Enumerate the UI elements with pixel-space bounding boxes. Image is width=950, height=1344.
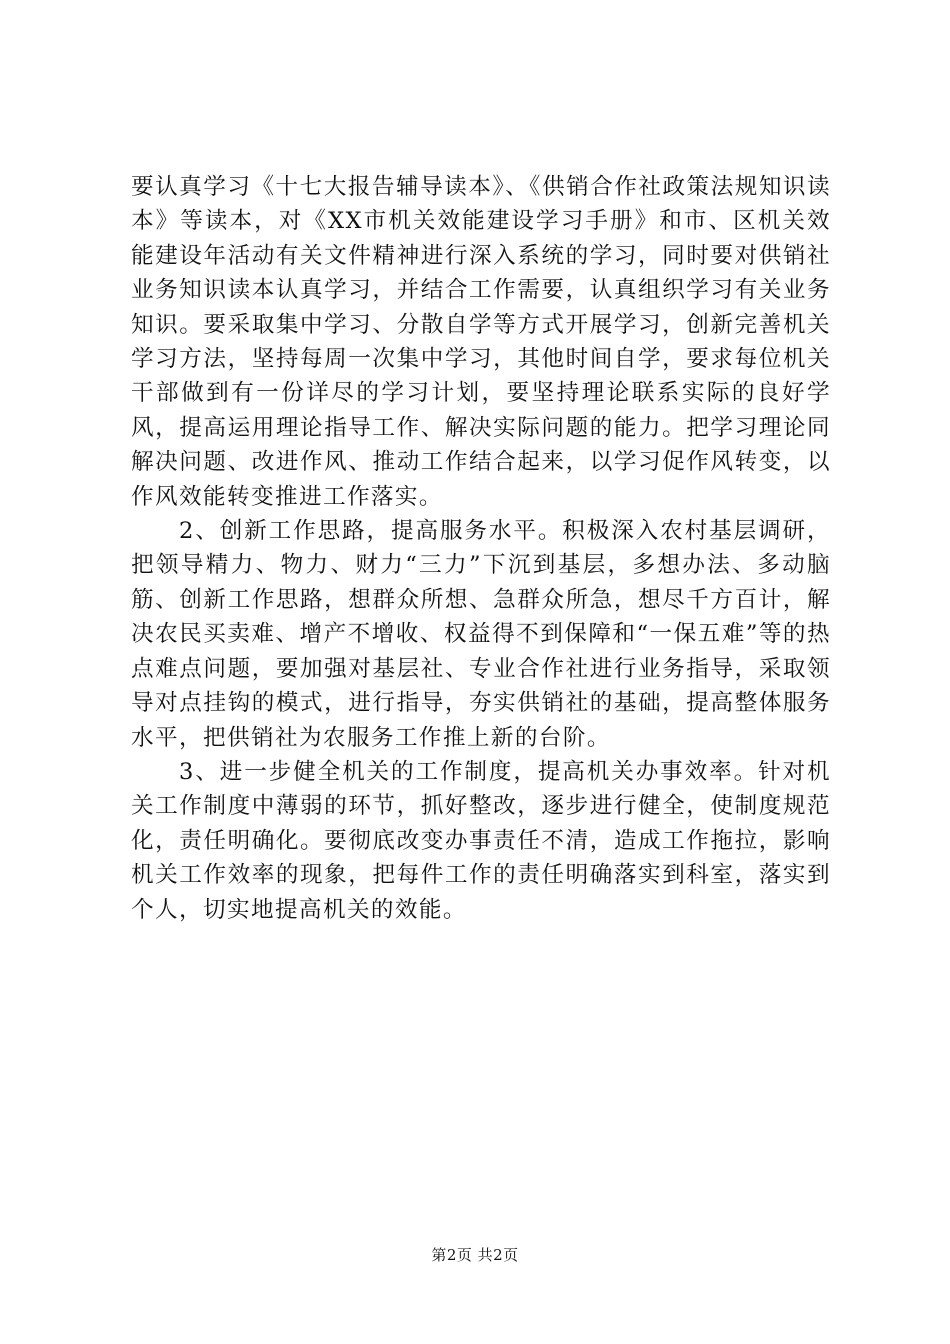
document-body [131, 170, 831, 927]
paragraph-3: 3、进一步健全机关的工作制度，提高机关办事效率。针对机关工作制度中薄弱的环节，抓好整改，逐步进行健全，使制度规范化，责任明确化。要彻底改变办事责任不清，造成工作拖拉，影响机关工作效率的现象，把每件工作的责任明确落实到科室，落实到个人，切实地提高机关的效能。 [131, 758, 831, 923]
paragraph-1: 要认真学习《十七大报告辅导读本》、《供销合作社政策法规知识读本》等读本，对《XX市机关效能建设学习手册》和市、区机关效能建设年活动有关文件精神进行深入系统的学习，同时要对供销社业务知识读本认真学习，并结合工作需要，认真组织学习有关业务知识。要采取集中学习、分散自学等方式开展学习，创新完善机关学习方法，坚持每周一次集中学习，其他时间自学，要求每位机关干部做到有一份详尽的学习计划，要坚持理论联系实际的良好学风，提高运用理论指导工作、解决实际问题的能力。把学习理论同解决问题、改进作风、推动工作结合起来，以学习促作风转变，以作风效能转变推进工作落实。 [131, 174, 831, 510]
paragraph-2: 2、创新工作思路，提高服务水平。积极深入农村基层调研，把领导精力、物力、财力“三力”下沉到基层，多想办法、多动脑筋、创新工作思路，想群众所想、急群众所急，想尽千方百计，解决农民买卖难、增产不增收、权益得不到保障和“一保五难”等的热点难点问题，要加强对基层社、专业合作社进行业务指导，采取领导对点挂钩的模式，进行指导，夯实供销社的基础，提高整体服务水平，把供销社为农服务工作推上新的台阶。 [131, 518, 831, 751]
page-footer: 第2页 共2页 [431, 1246, 519, 1264]
